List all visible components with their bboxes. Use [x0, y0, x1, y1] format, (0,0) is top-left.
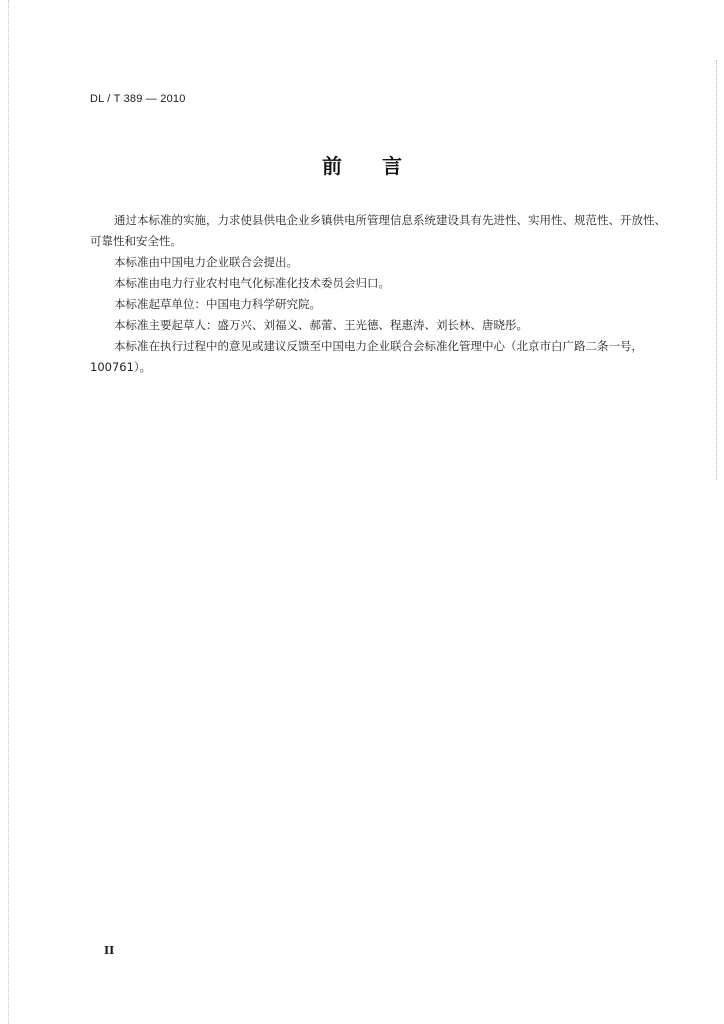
document-code: DL / T 389 — 2010 [90, 93, 186, 105]
paragraph-technical-committee: 本标准由电力行业农村电气化标准化技术委员会归口。 [114, 276, 390, 290]
title-char-1: 前 [322, 154, 342, 178]
title-char-2: 言 [382, 154, 402, 178]
paragraph-drafters: 本标准主要起草人：盛万兴、刘福义、郝蕾、王光德、程惠涛、刘长林、唐晓彤。 [114, 318, 528, 332]
foreword-body [90, 210, 676, 378]
paragraph-proposer: 本标准由中国电力企业联合会提出。 [114, 255, 298, 269]
page-title [0, 150, 724, 179]
paragraph-objective: 通过本标准的实施，力求使县供电企业乡镇供电所管理信息系统建设具有先进性、实用性、规范性、开放性、可靠性和安全性。 [90, 213, 666, 248]
scan-edge-right [716, 60, 718, 480]
paragraph-feedback: 本标准在执行过程中的意见或建议反馈至中国电力企业联合会标准化管理中心（北京市白广路二条一号，100761）。 [90, 339, 643, 374]
paragraph-drafting-unit: 本标准起草单位：中国电力科学研究院。 [114, 297, 321, 311]
page-number: II [104, 944, 115, 957]
